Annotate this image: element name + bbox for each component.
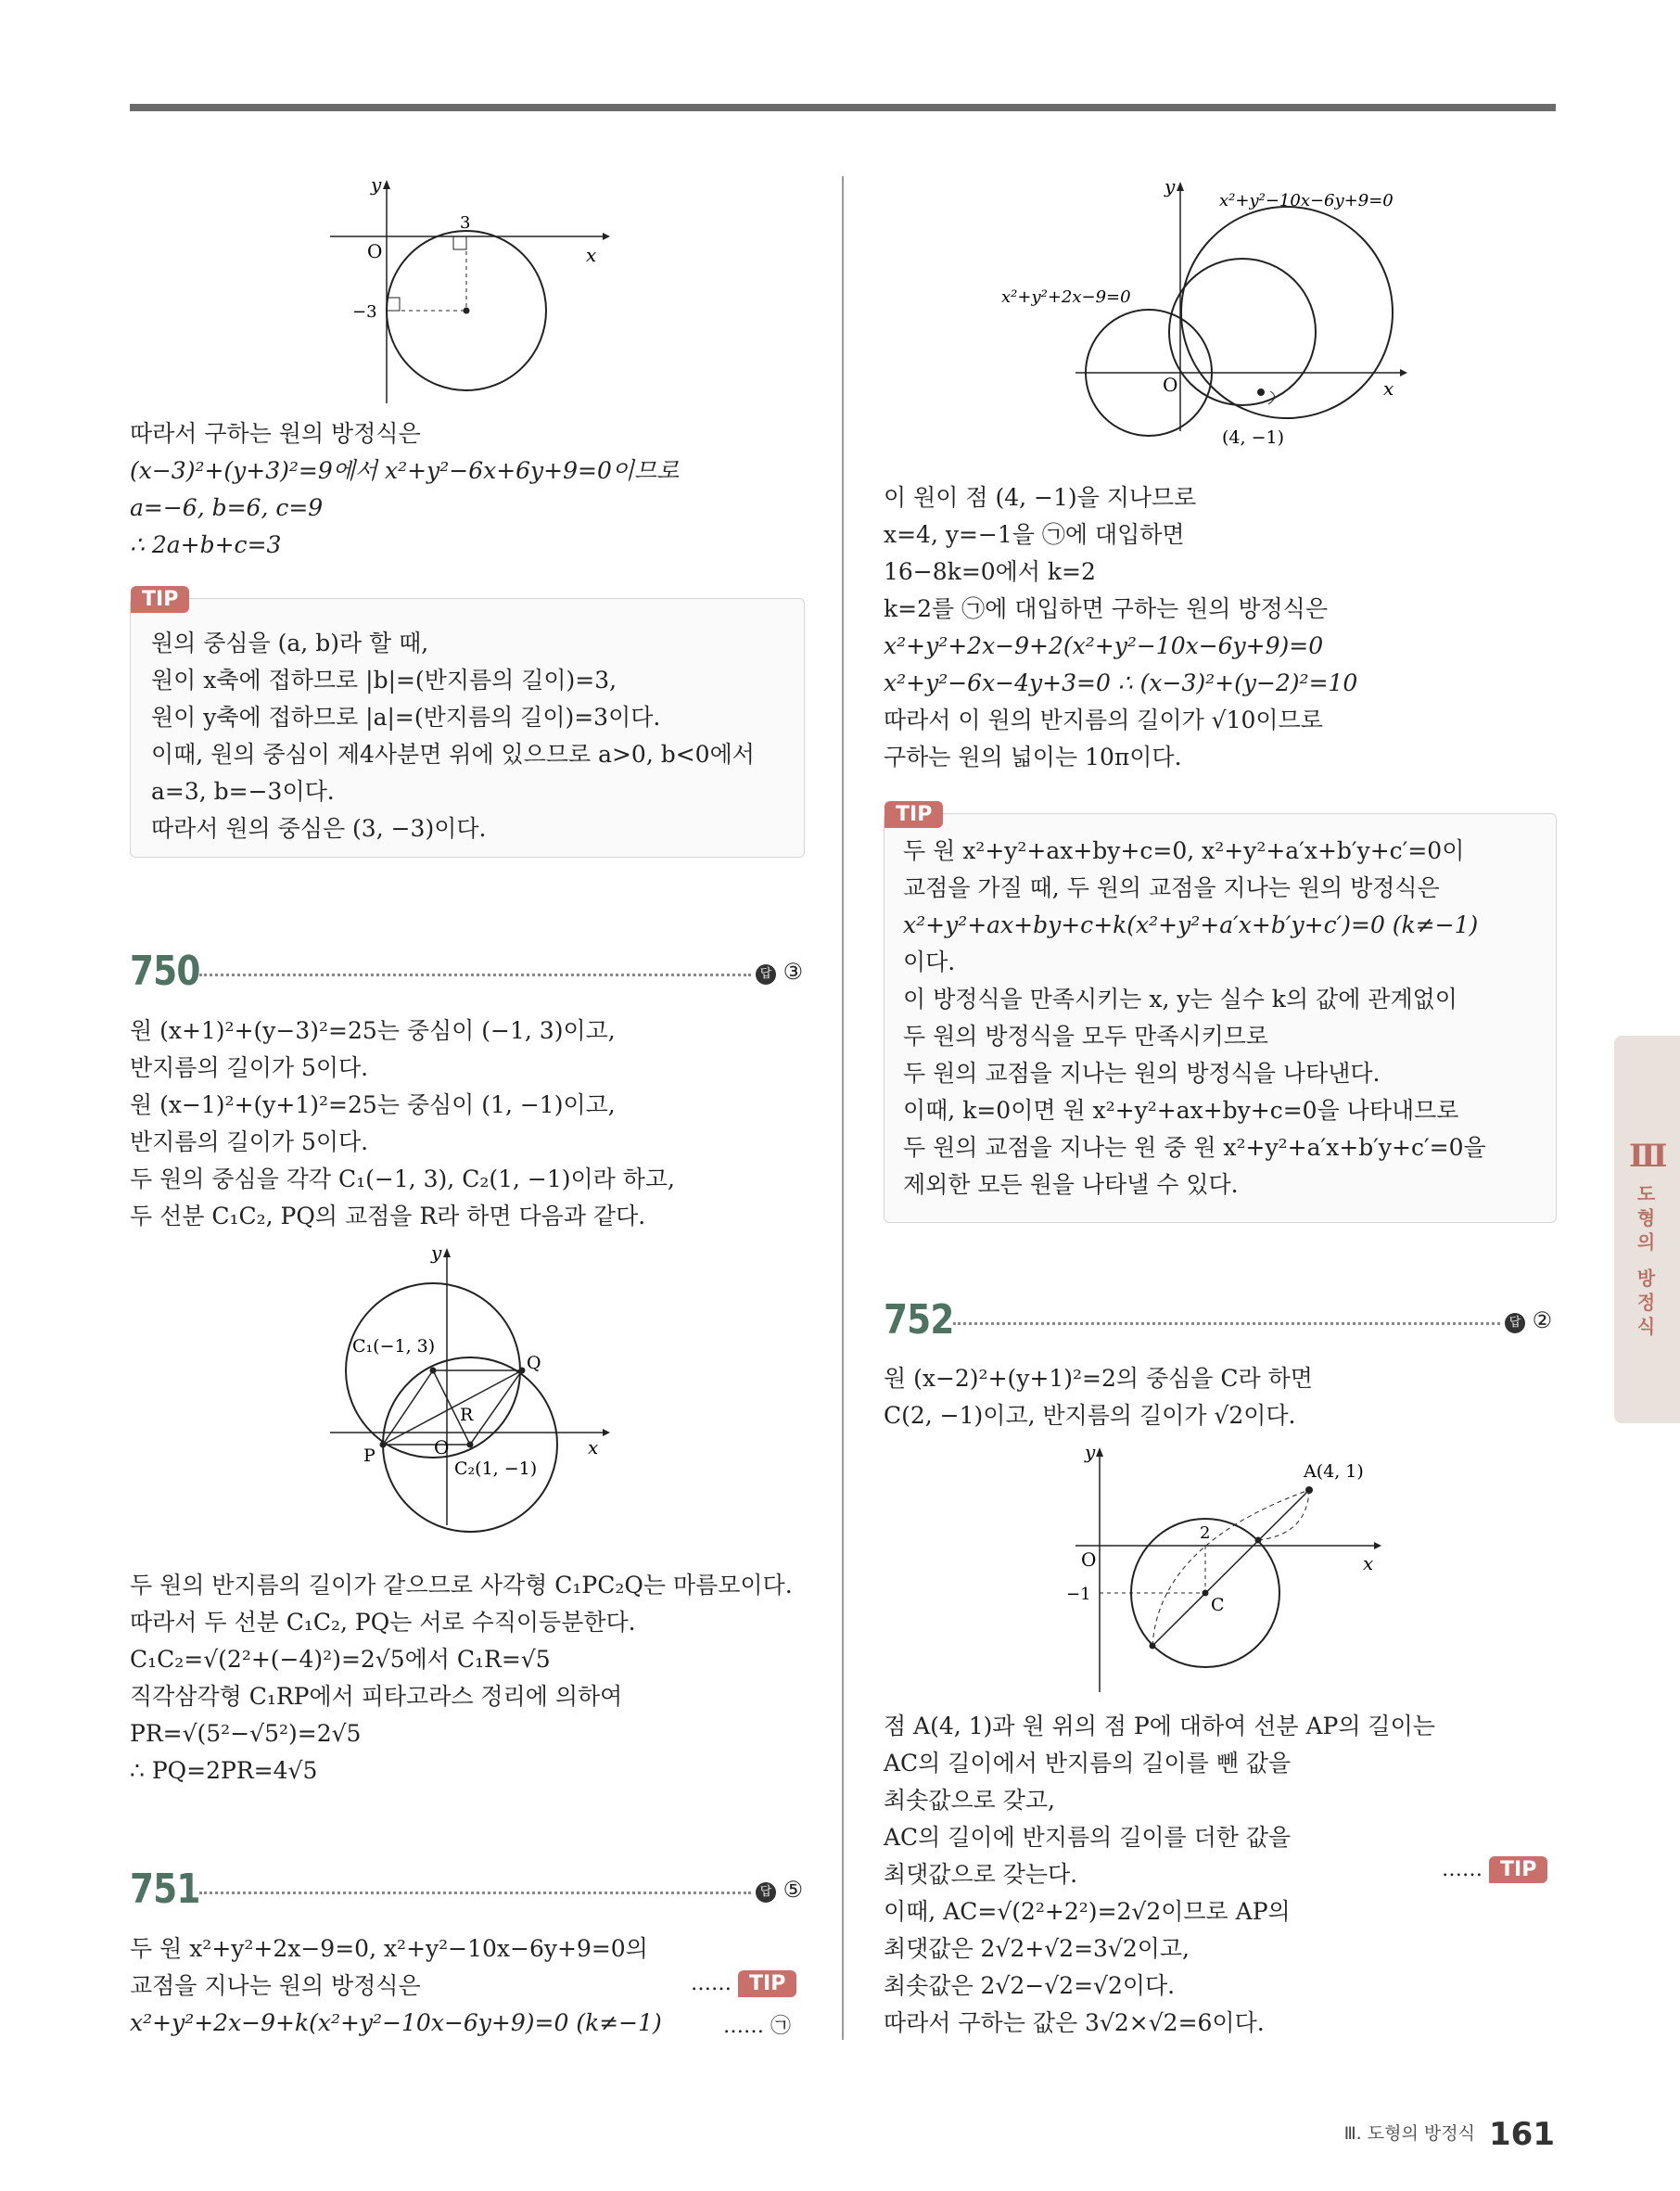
g751-origin: O [1163, 374, 1178, 396]
problem-751-solution [884, 479, 1570, 776]
text-line: 두 원의 반지름의 길이가 같으므로 사각형 C₁PC₂Q는 마름모이다. [130, 1572, 793, 1599]
answer-value: ⑤ [783, 1877, 804, 1903]
text-line: x=4, y=−1을 ㉠에 대입하면 [884, 521, 1185, 548]
text-line: AC의 길이에 반지름의 길이를 더한 값을 [884, 1824, 1292, 1851]
tip-line: 교점을 가질 때, 두 원의 교점을 지나는 원의 방정식은 [903, 874, 1440, 901]
text-line: 반지름의 길이가 5이다. [130, 1128, 369, 1155]
tip-line: x²+y²+ax+by+c+k(x²+y²+a′x+b′y+c′)=0 (k≠−1) [903, 911, 1479, 938]
text-line: C(2, −1)이고, 반지름의 길이가 √2이다. [884, 1402, 1296, 1429]
answer [1505, 1307, 1552, 1333]
chapter-side-tab [1614, 1036, 1680, 1423]
tip-line: 원이 y축에 접하므로 |a|=(반지름의 길이)=3이다. [151, 704, 661, 731]
g1-tick-3: 3 [460, 213, 471, 233]
g751-x-label: x [1383, 377, 1394, 400]
tip-dots: …… [1442, 1858, 1483, 1881]
g751-big-circle-eq: x²+y²−10x−6y+9=0 [1219, 191, 1394, 210]
g752-x-label: x [1363, 1552, 1374, 1574]
text-line: 반지름의 길이가 5이다. [130, 1054, 369, 1081]
tip-line: 이 방정식을 만족시키는 x, y는 실수 k의 값에 관계없이 [903, 986, 1457, 1013]
problem-number: 752 [884, 1296, 954, 1344]
text-line: 원 (x−1)²+(y+1)²=25는 중심이 (1, −1)이고, [130, 1091, 616, 1118]
tip-line: 따라서 원의 중심은 (3, −3)이다. [151, 815, 487, 842]
tip-line: 두 원의 교점을 지나는 원의 방정식을 나타낸다. [903, 1060, 1381, 1087]
graph-circles-through-intersections [1001, 176, 1465, 454]
text-line: 원 (x+1)²+(y−3)²=25는 중심이 (−1, 3)이고, [130, 1017, 616, 1044]
text-line: 이때, AC=√(2²+2²)=2√2이므로 AP의 [884, 1898, 1291, 1925]
intro-text [130, 415, 816, 564]
g752-center-c: C [1211, 1595, 1225, 1615]
g752-tick-2: 2 [1200, 1523, 1211, 1543]
tip-tag: TIP [1489, 1856, 1547, 1883]
tip-tag: TIP [885, 801, 943, 828]
text-line: 점 A(4, 1)과 원 위의 점 P에 대하여 선분 AP의 길이는 [884, 1713, 1435, 1739]
text-line: k=2를 ㉠에 대입하면 구하는 원의 방정식은 [884, 595, 1328, 622]
g752-y-label: y [1085, 1442, 1096, 1463]
tip-box [130, 588, 805, 858]
text-line: ∴ 2a+b+c=3 [130, 531, 282, 558]
g750-r: R [460, 1405, 474, 1425]
text-line: 두 선분 C₁C₂, PQ의 교점을 R라 하면 다음과 같다. [130, 1203, 646, 1229]
answer-badge: 답 [756, 1882, 776, 1903]
top-rule [130, 104, 1556, 111]
text-line: x²+y²+2x−9+k(x²+y²−10x−6y+9)=0 (k≠−1) [130, 2009, 662, 2036]
problem-752-text [884, 1360, 1570, 1434]
text-line: AC의 길이에서 반지름의 길이를 뺀 값을 [884, 1750, 1292, 1777]
footer-chapter: Ⅲ. 도형의 방정식 [1343, 2123, 1475, 2144]
text-line: 구하는 원의 넓이는 10π이다. [884, 744, 1182, 771]
problem-number: 750 [130, 948, 200, 995]
tip-line: a=3, b=−3이다. [151, 778, 335, 805]
leader-dots [199, 1892, 751, 1894]
answer [756, 1877, 803, 1903]
tip-line: 제외한 모든 원을 나타낼 수 있다. [903, 1171, 1239, 1198]
text-line: 이 원이 점 (4, −1)을 지나므로 [884, 484, 1197, 511]
text-line: 최솟값으로 갖고, [884, 1787, 1055, 1814]
text-line: 16−8k=0에서 k=2 [884, 558, 1096, 585]
text-line: 최댓값은 2√2+√2=3√2이고, [884, 1935, 1190, 1962]
answer [756, 959, 803, 985]
problem-750-header [130, 948, 807, 994]
problem-752-header [884, 1296, 1556, 1343]
tip-reference [1442, 1856, 1547, 1883]
tip-dots: …… [691, 1972, 732, 1995]
graph-circle-point-distance [1048, 1442, 1400, 1701]
problem-750-text [130, 1013, 816, 1235]
page-footer [1344, 2116, 1555, 2153]
text-line: 따라서 이 원의 반지름의 길이가 √10이므로 [884, 707, 1323, 733]
g1-x-label: x [586, 244, 597, 266]
leader-dots [199, 974, 751, 976]
problem-number: 751 [130, 1866, 200, 1913]
text-line: x²+y²+2x−9+2(x²+y²−10x−6y+9)=0 [884, 632, 1324, 659]
text-line: x²+y²−6x−4y+3=0 ∴ (x−3)²+(y−2)²=10 [884, 669, 1358, 696]
g750-q: Q [527, 1353, 541, 1373]
text-line: 두 원 x²+y²+2x−9=0, x²+y²−10x−6y+9=0의 [130, 1935, 648, 1962]
tip-tag: TIP [131, 586, 189, 613]
tip-line: 두 원의 방정식을 모두 만족시키므로 [903, 1023, 1269, 1050]
text-line: C₁C₂=√(2²+(−4)²)=2√5에서 C₁R=√5 [130, 1646, 551, 1673]
text-line: (x−3)²+(y+3)²=9에서 x²+y²−6x+6y+9=0이므로 [130, 457, 680, 484]
text-line: 최솟값은 2√2−√2=√2이다. [884, 1972, 1176, 1999]
tip-line: 두 원 x²+y²+ax+by+c=0, x²+y²+a′x+b′y+c′=0이 [903, 837, 1465, 864]
graph-two-circles-rhombus [325, 1242, 612, 1539]
problem-751-header [130, 1866, 807, 1912]
text-line: 따라서 구하는 원의 방정식은 [130, 420, 421, 447]
answer-badge: 답 [1505, 1313, 1525, 1333]
tip-box [884, 803, 1557, 1223]
leader-dots [953, 1322, 1500, 1325]
tip-line: 이다. [903, 949, 956, 975]
tip-line: 원이 x축에 접하므로 |b|=(반지름의 길이)=3, [151, 667, 617, 694]
g750-p: P [363, 1446, 375, 1466]
g1-y-label: y [371, 176, 382, 196]
text-line: ∴ PQ=2PR=4√5 [130, 1757, 318, 1784]
text-line: 직각삼각형 C₁RP에서 피타고라스 정리에 의하여 [130, 1683, 623, 1710]
text-line: 원 (x−2)²+(y+1)²=2의 중심을 C라 하면 [884, 1365, 1313, 1392]
g752-origin: O [1081, 1548, 1097, 1571]
tip-tag: TIP [738, 1970, 796, 1997]
tip-line: 이때, 원의 중심이 제4사분면 위에 있으므로 a>0, b<0에서 [151, 741, 755, 768]
column-divider [842, 176, 844, 2040]
text-line: 따라서 두 선분 C₁C₂, PQ는 서로 수직이등분한다. [130, 1609, 636, 1636]
tip-line: 이때, k=0이면 원 x²+y²+ax+by+c=0을 나타내므로 [903, 1097, 1459, 1124]
chapter-numeral: Ⅲ [1629, 1138, 1668, 1175]
g750-origin: O [434, 1436, 450, 1459]
g752-tick-neg1: −1 [1066, 1585, 1091, 1604]
text-line: 두 원의 중심을 각각 C₁(−1, 3), C₂(1, −1)이라 하고, [130, 1166, 675, 1192]
answer-badge: 답 [756, 964, 776, 985]
text-line: PR=√(5²−√5²)=2√5 [130, 1720, 362, 1747]
g750-c2: C₂(1, −1) [454, 1459, 538, 1479]
g752-point-a: A(4, 1) [1304, 1461, 1364, 1482]
page-number: 161 [1489, 2116, 1555, 2153]
g750-c1: C₁(−1, 3) [352, 1336, 436, 1357]
g1-origin: O [367, 240, 383, 262]
problem-750-solution [130, 1567, 816, 1790]
g750-x-label: x [588, 1436, 599, 1459]
answer-value: ③ [783, 959, 804, 985]
g751-y-label: y [1165, 176, 1176, 197]
g1-tick-neg3: −3 [352, 302, 377, 322]
text-line: 최댓값으로 갖는다. [884, 1861, 1078, 1888]
tip-reference [691, 1970, 796, 1997]
graph-circle-tangent-axes [325, 176, 612, 408]
text-line: 따라서 구하는 값은 3√2×√2=6이다. [884, 2009, 1265, 2036]
text-line: 교점을 지나는 원의 방정식은 [130, 1972, 421, 1999]
g751-point: (4, −1) [1222, 427, 1285, 448]
answer-value: ② [1532, 1307, 1553, 1333]
g750-y-label: y [431, 1242, 442, 1264]
tip-line: 두 원의 교점을 지나는 원 중 원 x²+y²+a′x+b′y+c′=0을 [903, 1134, 1486, 1161]
chapter-title: 도형의 방정식 [1634, 1184, 1656, 1341]
equation-marker: …… ㉠ [723, 2015, 791, 2038]
tip-line: 원의 중심을 (a, b)라 할 때, [151, 630, 429, 656]
text-line: a=−6, b=6, c=9 [130, 494, 324, 521]
g751-small-circle-eq: x²+y²+2x−9=0 [1001, 287, 1131, 307]
